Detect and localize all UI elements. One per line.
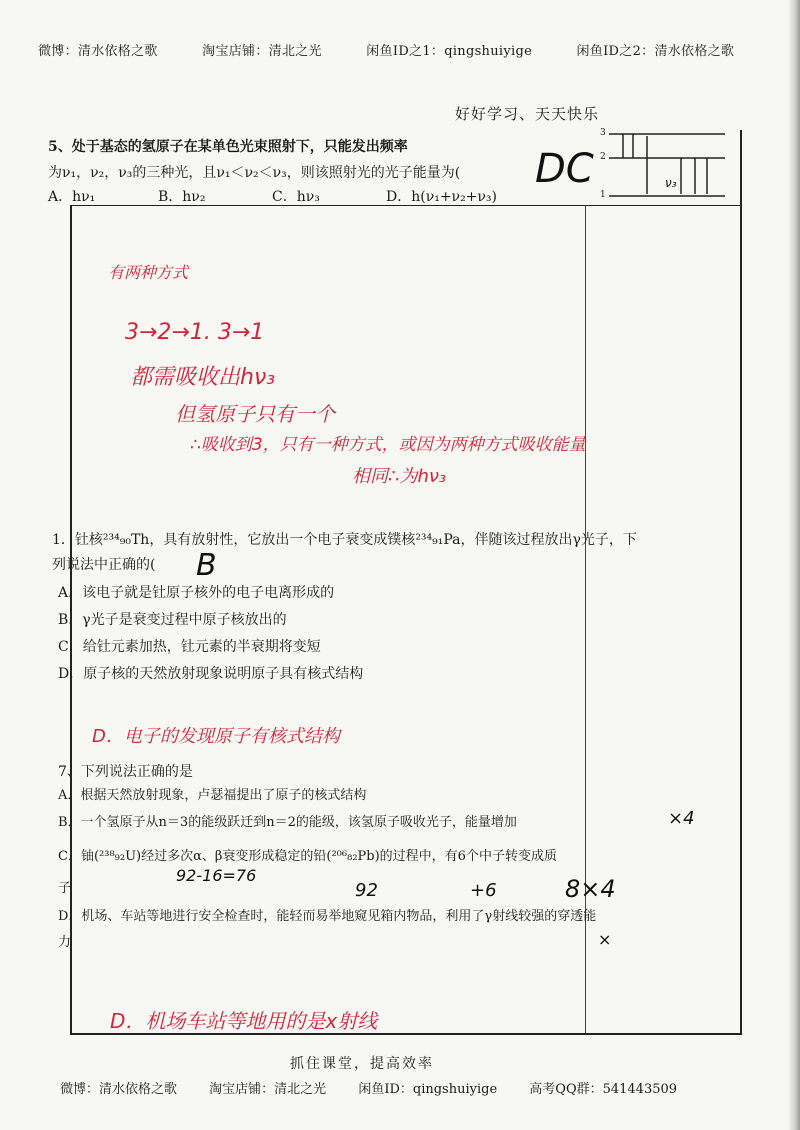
q6-line2: 列说法中正确的( — [52, 557, 156, 573]
energy-level-diagram — [595, 124, 735, 204]
q7-mark-92: 92 — [355, 880, 378, 901]
level-3-label: 3 — [600, 128, 606, 138]
q7-option-d-cont: 力 — [58, 935, 72, 950]
q7-title: 7、下列说法正确的是 — [58, 764, 193, 780]
q7-mark-x4: ×4 — [668, 808, 695, 829]
footer-weibo: 微博：清水依格之歌 — [60, 1082, 178, 1097]
q6-option-c: C．给钍元素加热，钍元素的半衰期将变短 — [58, 639, 321, 655]
q6-answer-mark: B — [196, 548, 217, 583]
header-taobao: 淘宝店铺：清北之光 — [202, 44, 322, 59]
q7-mark-plus6: +6 — [470, 880, 497, 901]
q5-note-5: ∴吸收到3，只有一种方式，或因为两种方式吸收能量 — [190, 435, 586, 455]
q7-mark-8x4: 8×4 — [565, 875, 616, 903]
q5-note-4: 但氢原子只有一个 — [175, 402, 335, 426]
page-footer — [60, 1078, 705, 1097]
footer-taobao: 淘宝店铺：清北之光 — [209, 1082, 327, 1097]
header-xianyu1: 闲鱼ID之1：qingshuiyige — [366, 44, 533, 59]
q5-line1: 5、处于基态的氢原子在某单色光束照射下，只能发出频率 — [48, 139, 408, 155]
footer-slogan: 抓住课堂，提高效率 — [290, 1056, 434, 1072]
q7-note: D．机场车站等地用的是x射线 — [110, 1009, 378, 1033]
frame-right — [740, 130, 742, 1035]
frame-top — [70, 205, 742, 206]
footer-xianyu: 闲鱼ID：qingshuiyige — [358, 1082, 498, 1097]
q5-answer-mark: DC — [535, 146, 594, 192]
header-weibo: 微博：清水依格之歌 — [38, 44, 158, 59]
q7-mark-calc: 92-16=76 — [176, 866, 257, 885]
q5-note-1: 有两种方式 — [108, 263, 189, 282]
q7-option-c-cont: 子 — [58, 881, 72, 896]
q6-option-d: D．原子核的天然放射现象说明原子具有核式结构 — [58, 666, 364, 682]
q6-option-a: A．该电子就是钍原子核外的电子电离形成的 — [58, 585, 335, 601]
footer-qq: 高考QQ群：541443509 — [529, 1082, 678, 1097]
header-xianyu2: 闲鱼ID之2：清水依格之歌 — [576, 44, 735, 59]
level-2-label: 2 — [600, 152, 606, 162]
q6-note: D．电子的发现原子有核式结构 — [92, 726, 340, 747]
q7-option-d: D．机场、车站等地进行安全检查时，能轻而易举地窥见箱内物品，利用了γ射线较强的穿透能 — [58, 909, 597, 924]
q7-option-a: A．根据天然放射现象，卢瑟福提出了原子的核式结构 — [58, 788, 367, 803]
q5-option-c: C．hν₃ — [272, 189, 320, 205]
level-1-label: 1 — [600, 190, 606, 200]
q5-option-a: A．hν₁ — [48, 189, 96, 205]
q6-line1: 1．钍核²³⁴₉₀Th，具有放射性，它放出一个电子衰变成镤核²³⁴₉₁Pa，伴随该过程放出γ光子，下 — [52, 532, 637, 548]
q5-option-b: B．hν₂ — [158, 189, 206, 205]
q7-option-c: C．铀(²³⁸₉₂U)经过多次α、β衰变形成稳定的铅(²⁰⁶₈₂Pb)的过程中，有6个中子转变成质 — [58, 849, 557, 864]
q5-note-6: 相同∴为hν₃ — [352, 466, 447, 487]
motto: 好好学习、天天快乐 — [455, 105, 600, 123]
q5-option-d: D．h(ν₁+ν₂+ν₃) — [386, 189, 497, 205]
q5-note-2: 3→2→1. 3→1 — [125, 320, 265, 345]
q5-line2: 为ν₁，ν₂，ν₃的三种光，且ν₁＜ν₂＜ν₃，则该照射光的光子能量为( — [48, 165, 461, 181]
diagram-nu3-label: ν₃ — [665, 176, 677, 190]
q5-note-3: 都需吸收出hν₃ — [130, 365, 276, 390]
page-header — [38, 40, 774, 59]
q6-option-b: B．γ光子是衰变过程中原子核放出的 — [58, 612, 287, 628]
q7-mark-cross: × — [598, 930, 612, 949]
page-edge-shadow — [788, 0, 800, 1130]
q7-option-b: B．一个氢原子从n＝3的能级跃迁到n＝2的能级，该氢原子吸收光子，能量增加 — [58, 815, 517, 830]
